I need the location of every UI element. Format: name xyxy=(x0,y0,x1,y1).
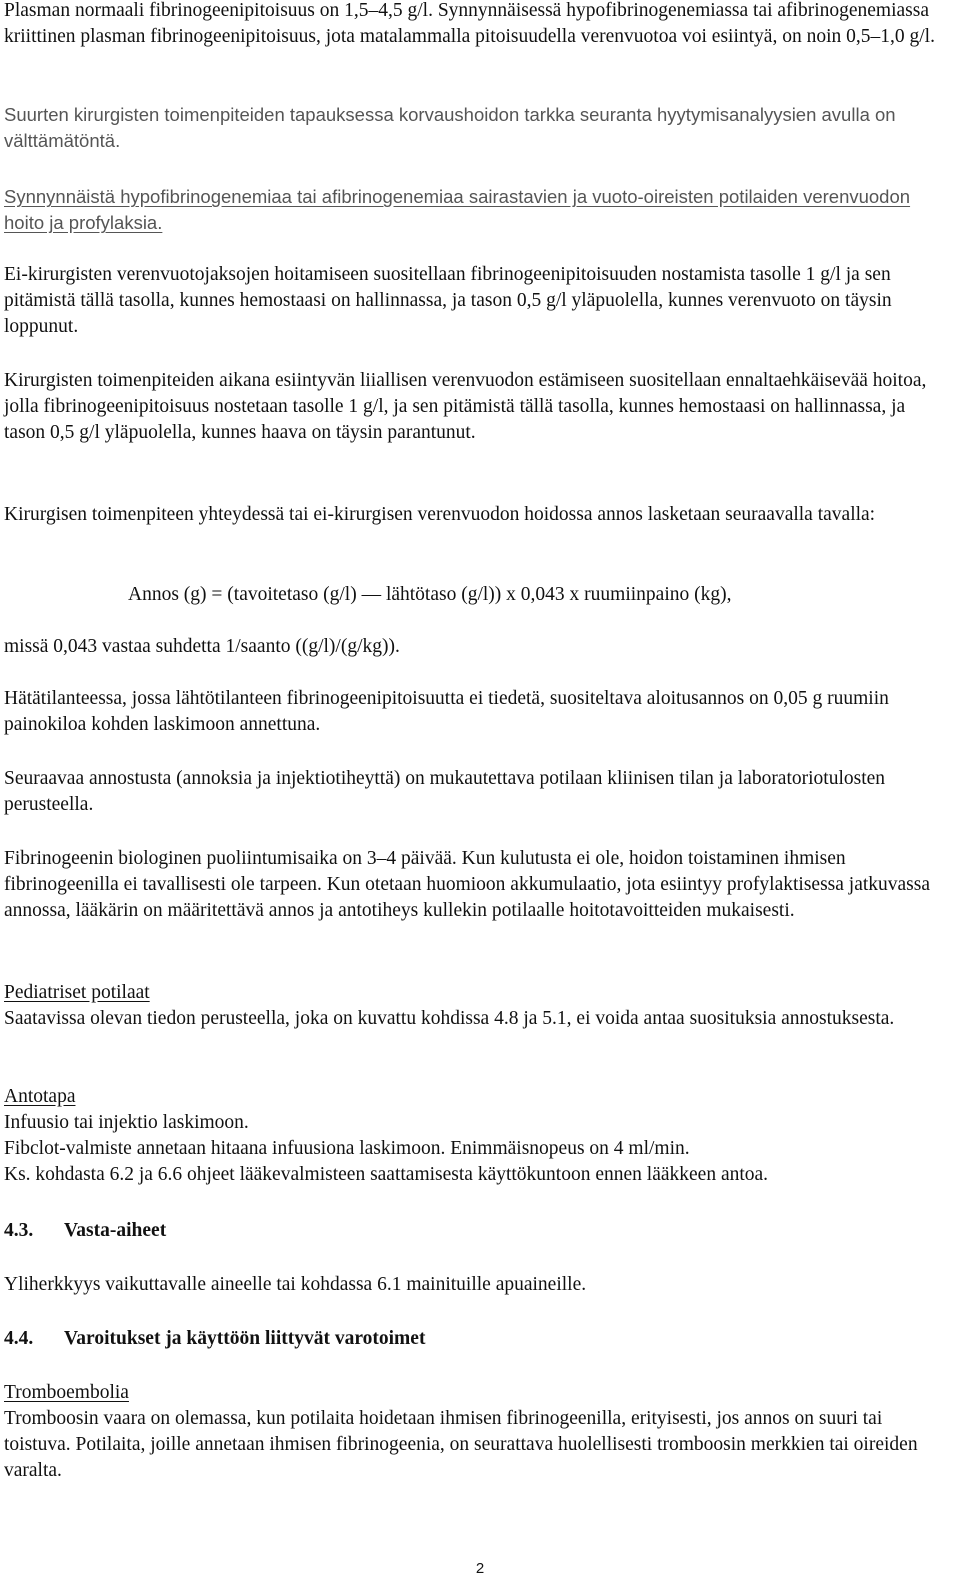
paragraph-text: Ei-kirurgisten verenvuotojaksojen hoitamiseen suositellaan fibrinogeenipitoisuuden nostamista tasolle 1 g/l ja sen pitämistä tällä tasolla, kunnes hemostaasi on hallinnassa, ja tason 0,5 g/l yläpuolella, kunnes verenvuoto on täysin loppunut. xyxy=(4,264,892,337)
paragraph-text: Yliherkkyys vaikuttavalle aineelle tai kohdassa 6.1 mainituille apuaineille. xyxy=(4,1274,587,1295)
paragraph-formula-note xyxy=(4,634,948,660)
paragraph-emergency xyxy=(4,686,948,738)
paragraph-subsequent-dosing xyxy=(4,766,948,818)
paragraph-text: missä 0,043 vastaa suhdetta 1/saanto ((g/l)/(g/kg)). xyxy=(4,636,400,657)
subheading-administration: Antotapa xyxy=(4,1086,76,1107)
thromboembolism-text: Tromboosin vaara on olemassa, kun potilaita hoidetaan ihmisen fibrinogeenilla, erityisesti, jos annos on suuri tai toistuva. Potilaita, joille annetaan ihmisen fibrinogeenia, on seurattava huolellisesti tromboosin merkkien tai oireiden varalta. xyxy=(4,1408,918,1481)
paragraph-normal-levels xyxy=(4,0,948,50)
section-title: Vasta-aiheet xyxy=(64,1220,167,1241)
paragraph-half-life xyxy=(4,846,948,924)
administration-section xyxy=(4,1084,948,1188)
paragraph-text: Synnynnäistä hypofibrinogenemiaa tai afibrinogenemiaa sairastavien ja vuoto-oireisten potilaiden verenvuodon hoito ja profylaksia. xyxy=(4,186,911,233)
page-number: 2 xyxy=(475,1560,485,1577)
paragraph-text: Kirurgisen toimenpiteen yhteydessä tai ei-kirurgisen verenvuodon hoidossa annos lasketaan seuraavalla tavalla: xyxy=(4,504,876,525)
administration-line-2: Fibclot-valmiste annetaan hitaana infuusiona laskimoon. Enimmäisnopeus on 4 ml/min. xyxy=(4,1138,690,1159)
dose-formula xyxy=(128,582,948,608)
paragraph-text: Suurten kirurgisten toimenpiteiden tapauksessa korvaushoidon tarkka seuranta hyytymisanalyysien avulla on välttämätöntä. xyxy=(4,104,896,151)
paragraph-text: Seuraavaa annostusta (annoksia ja injektiotiheyttä) on mukautettava potilaan kliinisen tilan ja laboratoriotulosten perusteella. xyxy=(4,768,886,815)
subheading-thromboembolism: Tromboembolia xyxy=(4,1382,129,1403)
paragraph-text: Kirurgisten toimenpiteiden aikana esiintyvän liiallisen verenvuodon estämiseen suositellaan ennaltaehkäisevää hoitoa, jolla fibrinogeenipitoisuus nostetaan tasolle 1 g/l, ja sen pitämistä tällä tasolla, kunnes hemostaasi on hallinnassa, ja tason 0,5 g/l yläpuolella, kunnes haava on täysin parantunut. xyxy=(4,370,927,443)
section-number: 4.4. xyxy=(4,1328,34,1349)
subheading-pediatric: Pediatriset potilaat xyxy=(4,982,150,1003)
paragraph-non-surgical xyxy=(4,262,948,340)
paragraph-text: Plasman normaali fibrinogeenipitoisuus on 1,5–4,5 g/l. Synnynnäisessä hypofibrinogenemiassa tai afibrinogenemiassa kriittinen plasman fibrinogeenipitoisuus, jota matalammalla pitoisuudella verenvuotoa voi esiintyä, on noin 0,5–1,0 g/l. xyxy=(4,0,935,47)
formula-text: Annos (g) = (tavoitetaso (g/l) — lähtötaso (g/l)) x 0,043 x ruumiinpaino (kg), xyxy=(128,584,732,605)
pediatric-section xyxy=(4,980,948,1032)
section-heading-4-3 xyxy=(4,1218,948,1244)
administration-line-3: Ks. kohdasta 6.2 ja 6.6 ohjeet lääkevalmisteen saattamisesta käyttökuntoon ennen lääkkeen antoa. xyxy=(4,1164,769,1185)
section-title: Varoitukset ja käyttöön liittyvät varotoimet xyxy=(64,1328,426,1349)
section-heading-4-4 xyxy=(4,1326,948,1352)
paragraph-surgical xyxy=(4,368,948,446)
paragraph-text: Fibrinogeenin biologinen puoliintumisaika on 3–4 päivää. Kun kulutusta ei ole, hoidon toistaminen ihmisen fibrinogeenilla ei tavallisesti ole tarpeen. Kun otetaan huomioon akkumulaatio, jota esiintyy profylaktisessa jatkuvassa annossa, lääkärin on määritettävä annos ja antotiheys kullekin potilaalle hoitotavoitteiden mukaisesti. xyxy=(4,848,931,921)
paragraph-text: Hätätilanteessa, jossa lähtötilanteen fibrinogeenipitoisuutta ei tiedetä, suositeltava aloitusannos on 0,05 g ruumiin painokiloa kohden laskimoon annettuna. xyxy=(4,688,889,735)
paragraph-dose-intro xyxy=(4,502,948,528)
contraindications-text xyxy=(4,1272,948,1298)
paragraph-monitoring xyxy=(4,102,948,154)
administration-line-1: Infuusio tai injektio laskimoon. xyxy=(4,1112,249,1133)
paragraph-indication-heading xyxy=(4,184,948,236)
pediatric-text: Saatavissa olevan tiedon perusteella, joka on kuvattu kohdissa 4.8 ja 5.1, ei voida antaa suosituksia annostuksesta. xyxy=(4,1008,895,1029)
thromboembolism-section xyxy=(4,1380,948,1484)
section-number: 4.3. xyxy=(4,1220,34,1241)
